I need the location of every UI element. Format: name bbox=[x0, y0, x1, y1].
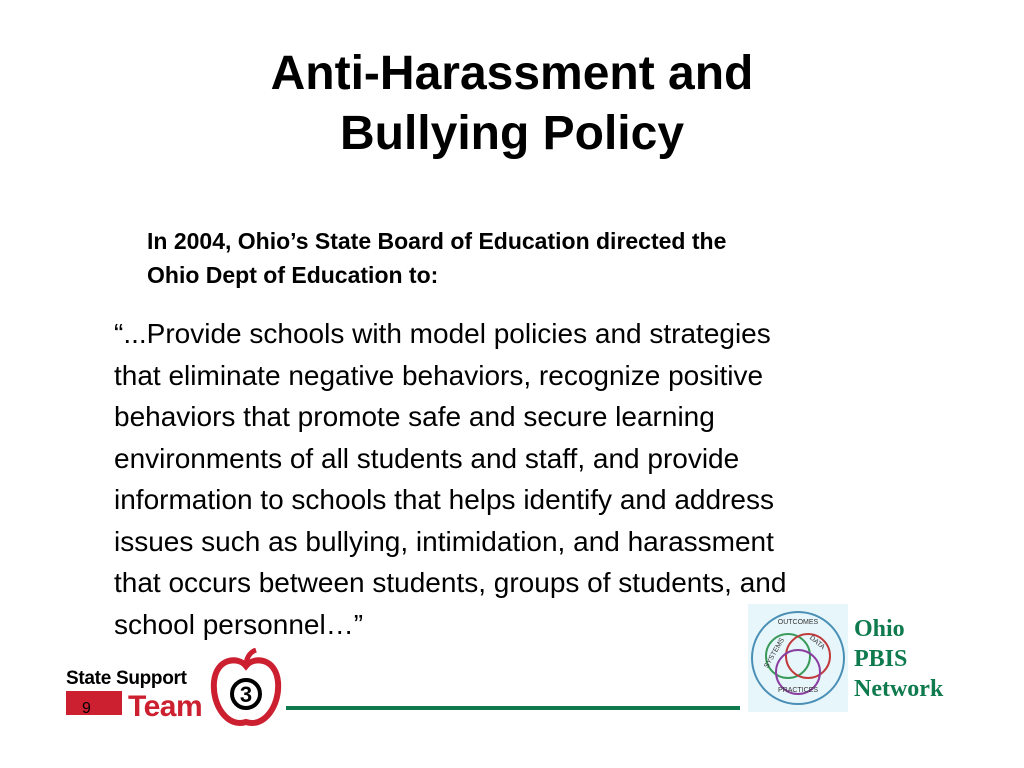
quote-line: behaviors that promote safe and secure learning bbox=[114, 401, 715, 432]
intro-line-1: In 2004, Ohio’s State Board of Education directed the bbox=[147, 228, 727, 254]
venn-label-data: DATA bbox=[807, 634, 826, 652]
intro-line-2: Ohio Dept of Education to: bbox=[147, 262, 439, 288]
title-line-1: Anti-Harassment and bbox=[270, 47, 754, 100]
quote-line: that eliminate negative behaviors, recognize positive bbox=[114, 359, 764, 391]
state-support-team-logo bbox=[66, 648, 288, 734]
sst-logo-line-1: State Support bbox=[66, 668, 187, 689]
pbis-logo-text bbox=[854, 614, 974, 704]
page-number: 9 bbox=[82, 700, 91, 717]
venn-label-practices: PRACTICES bbox=[777, 687, 819, 694]
pbis-logo bbox=[748, 604, 848, 712]
slide-title bbox=[150, 44, 874, 164]
policy-quote bbox=[114, 313, 954, 645]
pbis-text-line: Ohio bbox=[854, 616, 905, 642]
intro-text bbox=[147, 224, 927, 292]
pbis-text-line: PBIS bbox=[854, 646, 908, 672]
quote-line: environments of all students and staff, and provide bbox=[114, 442, 740, 474]
footer-rule bbox=[286, 706, 740, 710]
venn-diagram-icon bbox=[748, 604, 848, 712]
quote-line: school personnel…” bbox=[114, 608, 364, 640]
pbis-text-line: Network bbox=[854, 676, 944, 702]
quote-line: “...Provide schools with model policies and strategies bbox=[114, 318, 771, 349]
venn-label-outcomes: OUTCOMES bbox=[777, 619, 819, 626]
quote-line: that occurs between students, groups of students, and bbox=[114, 567, 787, 598]
apple-icon bbox=[208, 648, 284, 732]
title-line-2: Bullying Policy bbox=[339, 107, 685, 160]
quote-line: issues such as bullying, intimidation, and harassment bbox=[114, 525, 774, 557]
quote-line: information to schools that helps identify and address bbox=[114, 484, 774, 515]
sst-logo-line-2: Team bbox=[128, 690, 203, 723]
sst-number: 3 bbox=[239, 682, 253, 707]
venn-label-systems: SYSTEMS bbox=[763, 637, 787, 670]
